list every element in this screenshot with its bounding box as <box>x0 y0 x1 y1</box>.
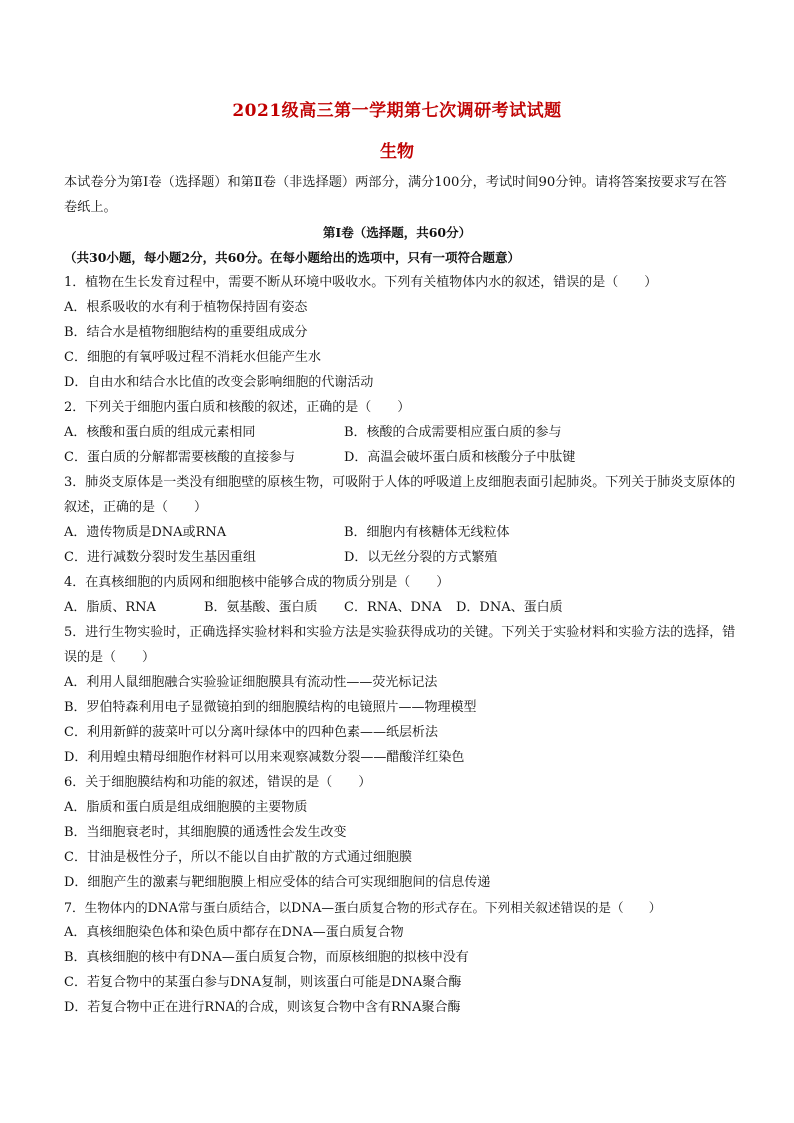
option: D．细胞产生的激素与靶细胞膜上相应受体的结合可实现细胞间的信息传递 <box>64 875 491 890</box>
option-row <box>64 545 744 570</box>
option: A．真核细胞染色体和染色质中都存在DNA—蛋白质复合物 <box>64 925 404 940</box>
option-row <box>64 520 744 545</box>
question-stem: 1．植物在生长发育过程中，需要不断从环境中吸收水。下列有关植物体内水的叙述，错误的是（ ） <box>64 275 658 290</box>
option: B．当细胞衰老时，其细胞膜的通透性会发生改变 <box>64 825 347 840</box>
question-stem: 5．进行生物实验时，正确选择实验材料和实验方法是实验获得成功的关键。下列关于实验材料和实验方法的选择，错误的是（ ） <box>64 625 736 665</box>
option: D．若复合物中正在进行RNA的合成，则该复合物中含有RNA聚合酶 <box>64 1000 461 1015</box>
exam-instructions: 本试卷分为第Ⅰ卷（选择题）和第Ⅱ卷（非选择题）两部分，满分100分，考试时间90分钟。请将答案按要求写在答卷纸上。 <box>64 175 727 215</box>
option: C．细胞的有氧呼吸过程不消耗水但能产生水 <box>64 350 321 365</box>
option: B．结合水是植物细胞结构的重要组成成分 <box>64 325 308 340</box>
option: B．罗伯特森利用电子显微镜拍到的细胞膜结构的电镜照片——物理模型 <box>64 700 477 715</box>
option: D．自由水和结合水比值的改变会影响细胞的代谢活动 <box>64 375 374 390</box>
option-row <box>64 445 744 470</box>
section-title: 第Ⅰ卷（选择题，共60分） <box>322 225 472 240</box>
question-stem: 7．生物体内的DNA常与蛋白质结合，以DNA—蛋白质复合物的形式存在。下列相关叙述错误的是（ ） <box>64 900 662 915</box>
option-row <box>64 420 744 445</box>
option: A．遗传物质是DNA或RNA <box>64 525 227 540</box>
option: C．利用新鲜的菠菜叶可以分离叶绿体中的四种色素——纸层析法 <box>64 725 438 740</box>
option: A．核酸和蛋白质的组成元素相同 <box>64 425 256 440</box>
option: B．氨基酸、蛋白质 <box>204 600 318 615</box>
option: D．以无丝分裂的方式繁殖 <box>344 550 498 565</box>
question-list <box>64 270 744 1020</box>
section-rule: （共30小题，每小题2分，共60分。在每小题给出的选项中，只有一项符合题意） <box>64 250 520 265</box>
option: C．蛋白质的分解都需要核酸的直接参与 <box>64 450 295 465</box>
option-row <box>64 595 744 620</box>
option: D．高温会破坏蛋白质和核酸分子中肽键 <box>344 450 576 465</box>
question-stem: 4．在真核细胞的内质网和细胞核中能够合成的物质分别是（ ） <box>64 575 450 590</box>
option: A．脂质、RNA <box>64 600 156 615</box>
option: B．细胞内有核糖体无线粒体 <box>344 525 510 540</box>
option: C．若复合物中的某蛋白参与DNA复制，则该蛋白可能是DNA聚合酶 <box>64 975 462 990</box>
question-stem: 6．关于细胞膜结构和功能的叙述，错误的是（ ） <box>64 775 372 790</box>
option: A．利用人鼠细胞融合实验验证细胞膜具有流动性——荧光标记法 <box>64 675 438 690</box>
option: A．脂质和蛋白质是组成细胞膜的主要物质 <box>64 800 308 815</box>
option: D．利用蝗虫精母细胞作材料可以用来观察减数分裂——醋酸洋红染色 <box>64 750 465 765</box>
question-stem: 3．肺炎支原体是一类没有细胞壁的原核生物，可吸附于人体的呼吸道上皮细胞表面引起肺炎。下列关于肺炎支原体的叙述，正确的是（ ） <box>64 475 736 515</box>
option: B．真核细胞的核中有DNA—蛋白质复合物，而原核细胞的拟核中没有 <box>64 950 469 965</box>
option: D．DNA、蛋白质 <box>456 600 563 615</box>
option: A．根系吸收的水有利于植物保持固有姿态 <box>64 300 308 315</box>
question-stem: 2．下列关于细胞内蛋白质和核酸的叙述，正确的是（ ） <box>64 400 411 415</box>
subject-title: 生物 <box>380 142 414 162</box>
option: C．甘油是极性分子，所以不能以自由扩散的方式通过细胞膜 <box>64 850 412 865</box>
option: C．RNA、DNA <box>344 600 442 615</box>
option: B．核酸的合成需要相应蛋白质的参与 <box>344 425 562 440</box>
option: C．进行减数分裂时发生基因重组 <box>64 550 256 565</box>
exam-title: 2021级高三第一学期第七次调研考试试题 <box>232 101 562 121</box>
